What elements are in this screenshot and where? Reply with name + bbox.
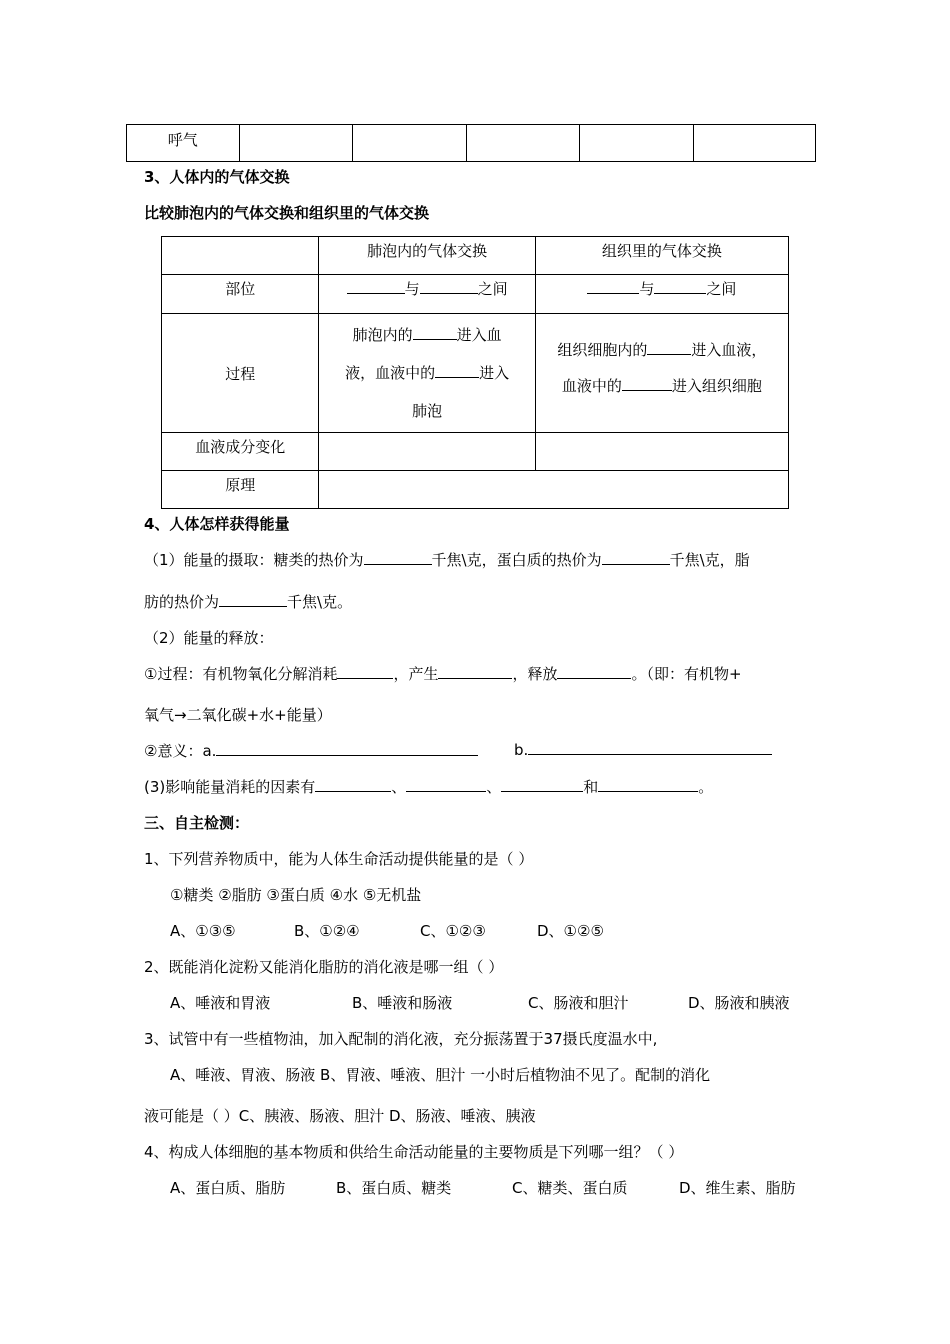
energy-intake-line2 (144, 591, 352, 612)
text: 千焦\克，脂 (669, 551, 750, 569)
q4-option-a: A、蛋白质、脂肪 (170, 1179, 286, 1197)
process-text: 进入血液， (691, 341, 767, 359)
process-text: 进入组织细胞 (671, 377, 762, 395)
question-3-line3: 液可能是（ ）C、胰液、肠液、胆汁 D、肠液、唾液、胰液 (144, 1107, 536, 1125)
table-corner-cell (162, 237, 319, 275)
process-text: 进入血 (456, 326, 502, 344)
process-alveolar (319, 314, 535, 433)
q1-option-d: D、①②⑤ (537, 922, 604, 940)
text: 千焦\克，蛋白质的热价为 (431, 551, 602, 569)
col-header-tissue: 组织里的气体交换 (535, 237, 788, 275)
text: ，释放 (512, 665, 558, 683)
text: 、 (486, 778, 502, 796)
question-2: 2、既能消化淀粉又能消化脂肪的消化液是哪一组（ ） (144, 958, 504, 976)
q1-option-c: C、①②③ (420, 922, 486, 940)
row-label-exhale: 呼气 (127, 125, 240, 162)
table-cell (693, 125, 816, 162)
between-text: 之间 (477, 280, 508, 298)
q2-option-b: B、唾液和肠液 (352, 994, 453, 1012)
process-text: 肺泡内的 (352, 326, 413, 344)
text: ②意义：a. (144, 742, 217, 760)
section3-subheading: 比较肺泡内的气体交换和组织里的气体交换 (144, 204, 430, 222)
process-tissue (535, 314, 788, 433)
text: 和 (583, 778, 599, 796)
energy-meaning-b (514, 740, 772, 759)
q1-option-b: B、①②④ (294, 922, 360, 940)
question-4: 4、构成人体细胞的基本物质和供给生命活动能量的主要物质是下列哪一组？（ ） (144, 1143, 684, 1161)
table-cell (580, 125, 693, 162)
self-check-heading: 三、自主检测： (144, 814, 250, 832)
energy-meaning-line (144, 740, 478, 761)
process-text: 组织细胞内的 (557, 341, 648, 359)
table-cell (239, 125, 352, 162)
q2-option-d: D、肠液和胰液 (688, 994, 790, 1012)
location-alveolar (319, 275, 535, 314)
row-header-location: 部位 (162, 275, 319, 314)
row-header-principle: 原理 (162, 471, 319, 509)
text: (3)影响能量消耗的因素有 (144, 778, 316, 796)
and-text: 与 (639, 280, 655, 298)
table-cell (535, 433, 788, 471)
and-text: 与 (404, 280, 420, 298)
text: （1）能量的摄取：糖类的热价为 (144, 551, 364, 569)
process-text: 进入 (479, 364, 510, 382)
between-text: 之间 (706, 280, 737, 298)
process-text: 血液中的 (561, 377, 622, 395)
gas-exchange-table (161, 236, 789, 509)
energy-factors-line (144, 776, 713, 797)
text: 。（即：有机物+ (631, 665, 742, 683)
text: 千焦\克。 (287, 593, 353, 611)
col-header-alveolar: 肺泡内的气体交换 (319, 237, 535, 275)
row-header-blood-change: 血液成分变化 (162, 433, 319, 471)
energy-release-heading: （2）能量的释放： (144, 629, 274, 647)
location-tissue (535, 275, 788, 314)
text: ，产生 (393, 665, 439, 683)
q4-option-b: B、蛋白质、糖类 (336, 1179, 452, 1197)
text: 。 (698, 778, 714, 796)
table-cell (353, 125, 466, 162)
text: b. (514, 741, 529, 759)
energy-process-line1 (144, 663, 742, 684)
energy-process-line2: 氧气→二氧化碳+水+能量） (144, 706, 332, 724)
question-3-line2: A、唾液、胃液、肠液 B、胃液、唾液、胆汁 一小时后植物油不见了。配制的消化 (170, 1066, 711, 1084)
table-cell (319, 433, 535, 471)
text: ①过程：有机物氧化分解消耗 (144, 665, 338, 683)
text: 、 (391, 778, 407, 796)
energy-intake-line1 (144, 549, 750, 570)
section3-heading: 3、人体内的气体交换 (144, 168, 290, 186)
question-1-items: ①糖类 ②脂肪 ③蛋白质 ④水 ⑤无机盐 (170, 886, 422, 904)
q2-option-a: A、唾液和胃液 (170, 994, 271, 1012)
q2-option-c: C、肠液和胆汁 (528, 994, 629, 1012)
q4-option-c: C、糖类、蛋白质 (512, 1179, 628, 1197)
top-table (126, 124, 816, 162)
process-text: 液，血液中的 (345, 364, 436, 382)
table-cell (466, 125, 579, 162)
row-header-process: 过程 (162, 314, 319, 433)
q1-option-a: A、①③⑤ (170, 922, 236, 940)
text: 肪的热价为 (144, 593, 220, 611)
section4-heading: 4、人体怎样获得能量 (144, 515, 290, 533)
q4-option-d: D、维生素、脂肪 (679, 1179, 796, 1197)
question-1: 1、下列营养物质中，能为人体生命活动提供能量的是（ ） (144, 850, 534, 868)
question-3: 3、试管中有一些植物油，加入配制的消化液，充分振荡置于37摄氏度温水中, (144, 1030, 658, 1048)
table-cell (319, 471, 789, 509)
process-text: 肺泡 (412, 402, 443, 420)
